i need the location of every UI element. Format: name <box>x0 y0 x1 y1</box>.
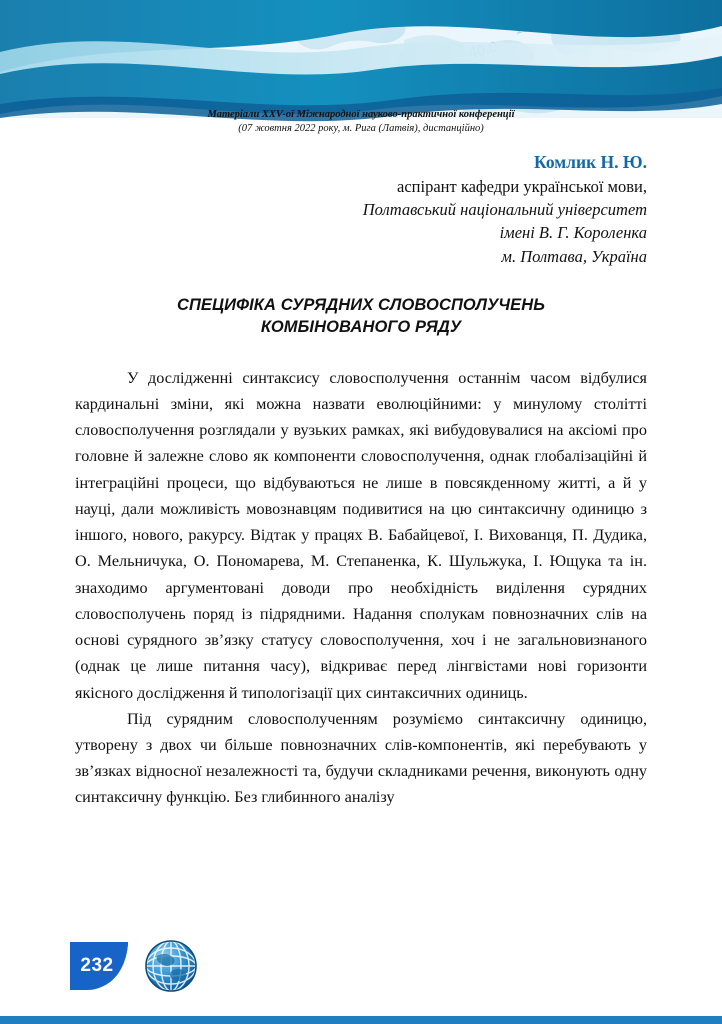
author-block <box>75 150 647 268</box>
page-number: 232 <box>80 955 114 976</box>
paragraph: Під сурядним словосполученням розуміємо синтаксичну одиницю, утворену з двох чи більше повнозначних слів-компонентів, які перебувають у зв’язках відносної незалежності та, будучи складниками речення, виконують одну синтаксичну функцію. Без глибинного аналізу <box>75 709 647 807</box>
conference-caption <box>0 108 722 136</box>
page-content <box>75 150 647 811</box>
conference-title: Матеріали XXV-ої Міжнародної науково-практичної конференції <box>207 109 515 120</box>
author-institution: Полтавський національний університет <box>362 199 647 219</box>
globe-icon <box>143 938 199 994</box>
footer-rule <box>0 1016 722 1024</box>
author-name: Комлик Н. Ю. <box>534 152 647 172</box>
author-city: м. Полтава, Україна <box>501 246 647 266</box>
article-title-line-1: СПЕЦИФІКА СУРЯДНИХ СЛОВОСПОЛУЧЕНЬ <box>176 296 546 315</box>
author-institution-second: імені В. Г. Короленка <box>499 223 647 243</box>
page-number-badge <box>70 942 128 990</box>
article-title <box>75 294 647 339</box>
author-position: аспірант кафедри української мови, <box>397 176 647 196</box>
article-title-line-2: КОМБІНОВАНОГО РЯДУ <box>260 318 462 337</box>
paragraph: У дослідженні синтаксису словосполучення останнім часом відбулися кардинальні зміни, які можна назвати еволюційними: у минулому столітті словосполучення розглядали у вузьких рамках, які вибудовувалися на аксіомі про головне й залежне слово як компоненти словосполучення, однак глобалізаційні й інтеграційні процеси, що відбуваються не лише в повсякденному житті, а й у науці, дали можливість мовознавцям подивитися на цю синтаксичну одиницю з іншого, нового, ракурсу. Відтак у працях В. Бабайцевої, І. Вихованця, П. Дудика, О. Мельничука, О. Пономарева, М. Степаненка, К. Шульжука, І. Ющука та ін. знаходимо аргументовані доводи про необхідність виділення сурядних словосполучень поряд із підрядними. Надання сполукам повнозначних слів на основі сурядного зв’язку статусу словосполучення, хоч і не загальновизнаного (однак це лише питання часу), відкриває перед лінгвістами нові горизонти якісного дослідження й типологізації цих синтаксичних одиниць. <box>75 368 647 702</box>
conference-details: (07 жовтня 2022 року, м. Рига (Латвія), дистанційно) <box>238 123 484 135</box>
article-body <box>75 365 647 811</box>
page-footer <box>0 934 722 1024</box>
